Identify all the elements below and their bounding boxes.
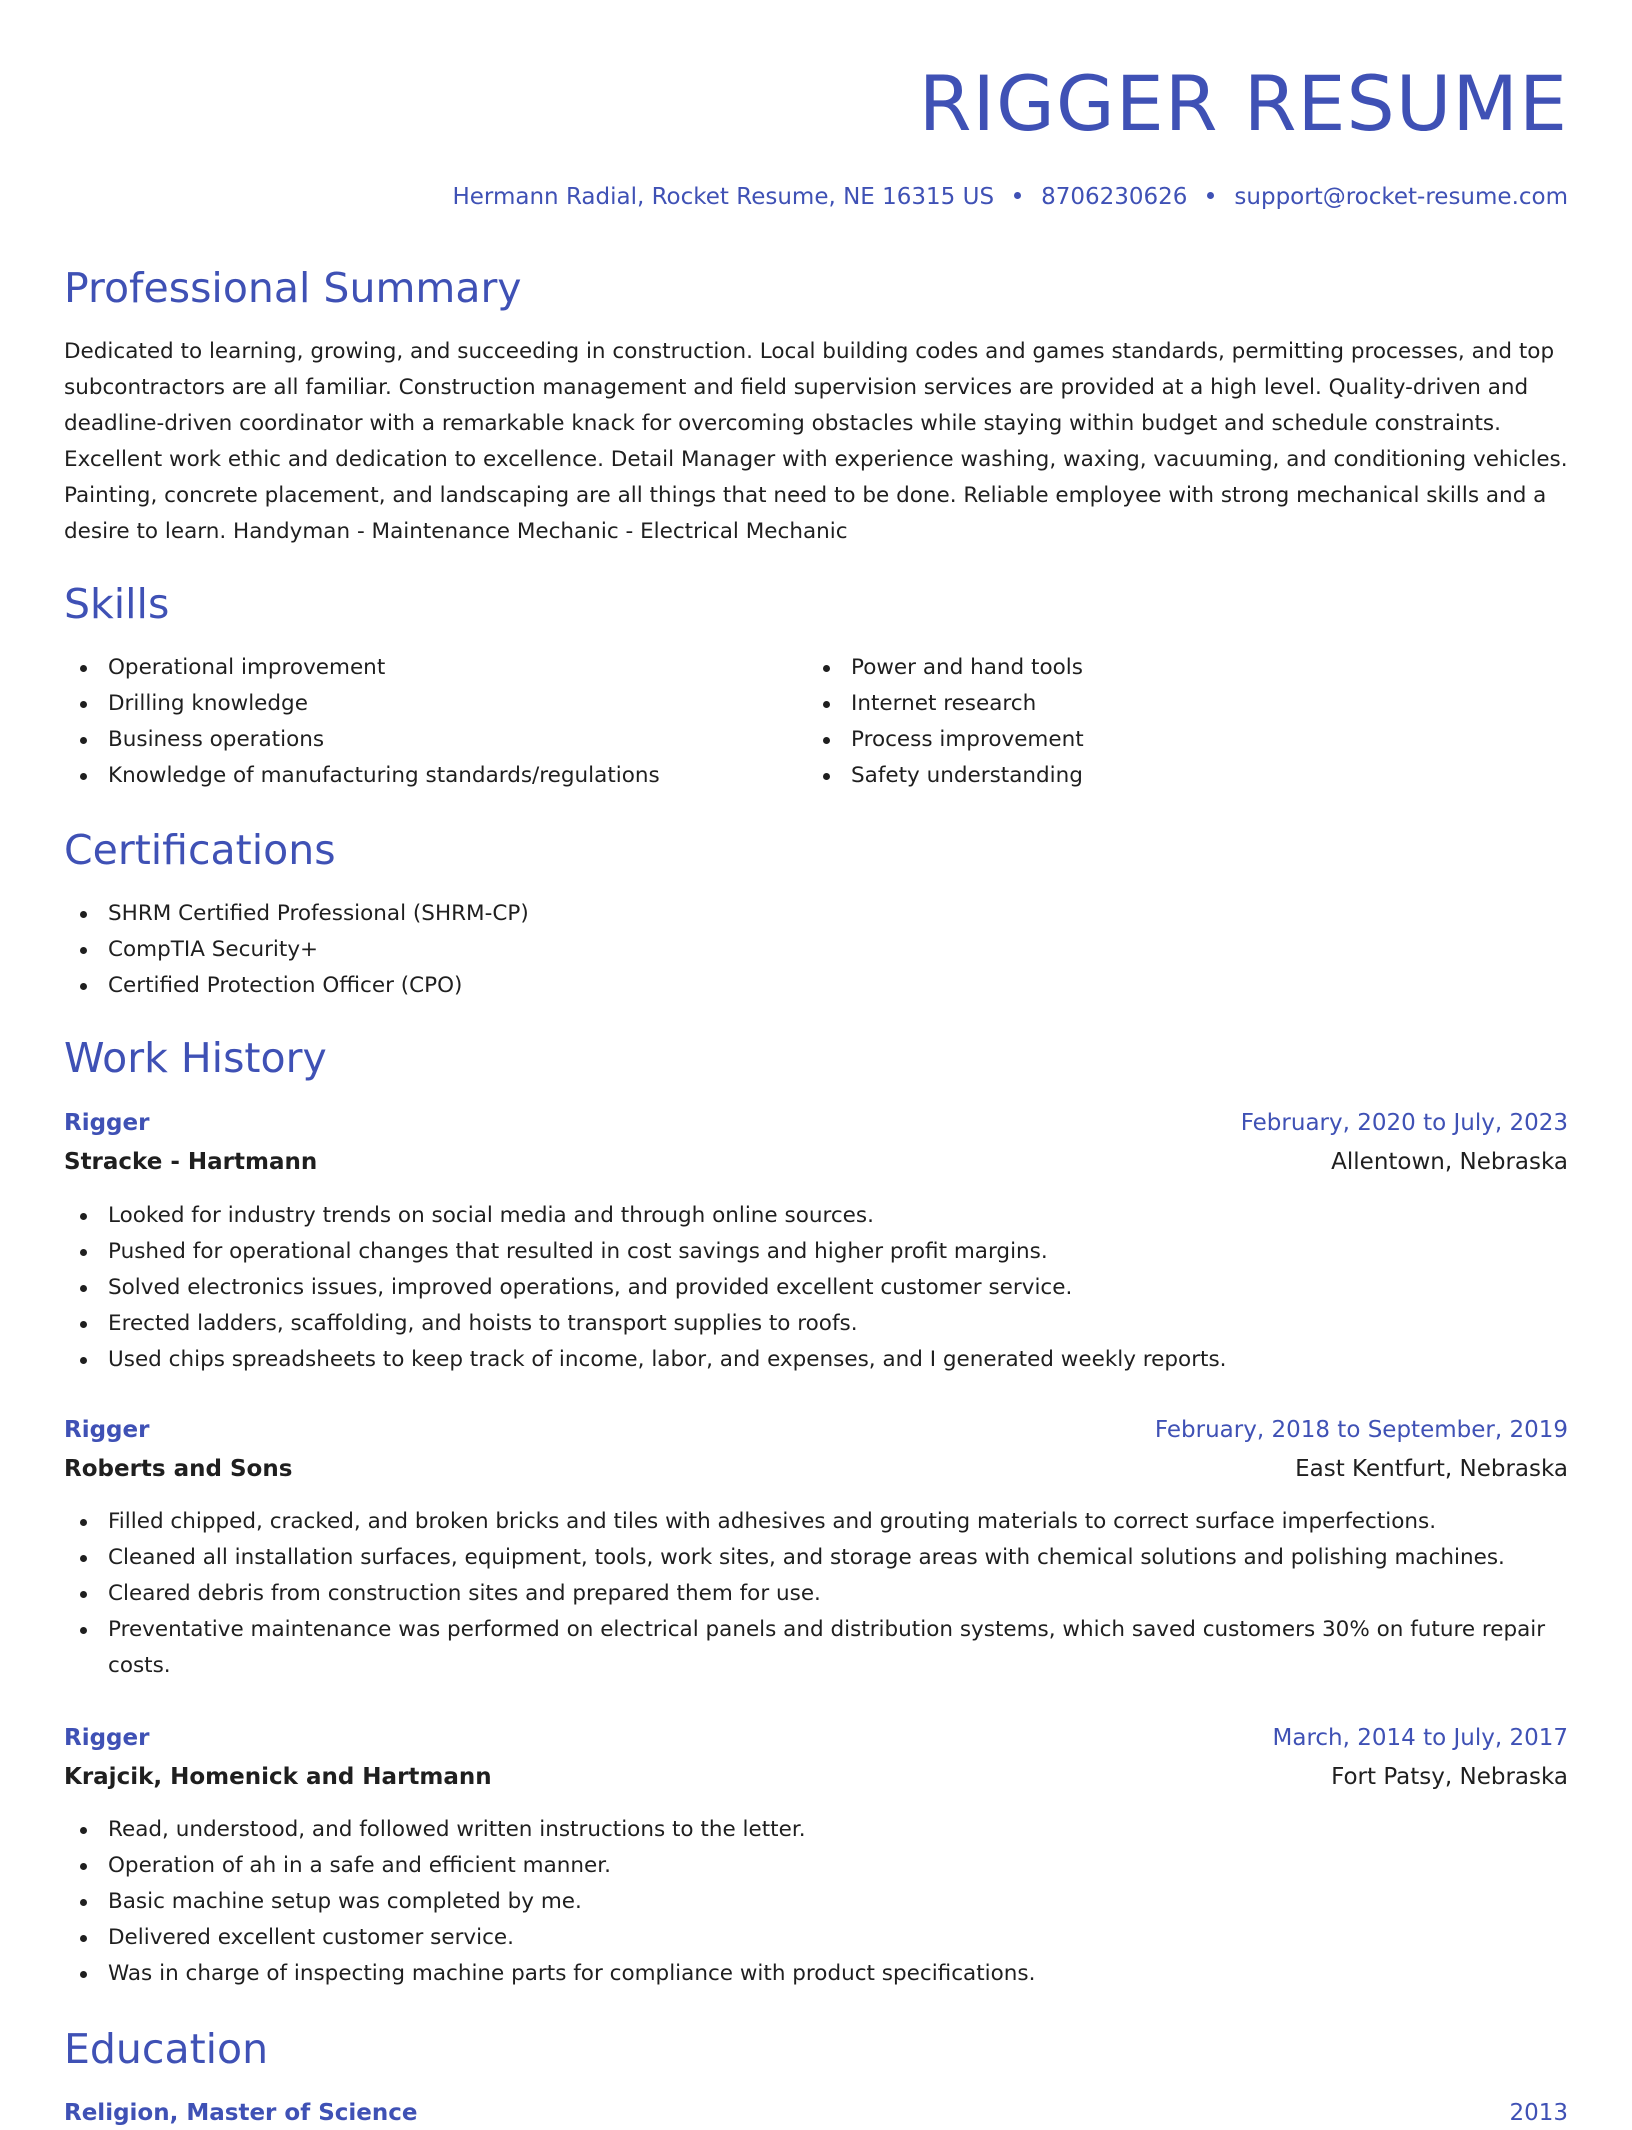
certification-item: CompTIA Security+ xyxy=(64,932,1568,968)
contact-email[interactable]: support@rocket-resume.com xyxy=(1234,184,1568,210)
contact-address: Hermann Radial, Rocket Resume, NE 16315 US xyxy=(452,184,995,210)
education-year: 2013 xyxy=(1509,2100,1568,2126)
skill-item: Safety understanding xyxy=(807,758,1547,794)
job-company: Stracke - Hartmann xyxy=(64,1149,318,1175)
certification-item: Certified Protection Officer (CPO) xyxy=(64,968,1568,1004)
job-bullet: Used chips spreadsheets to keep track of income, labor, and expenses, and I generated weekly reports. xyxy=(64,1342,1568,1378)
job-bullet: Was in charge of inspecting machine parts for compliance with product specifications. xyxy=(64,1956,1568,1992)
job-bullet: Solved electronics issues, improved operations, and provided excellent customer service. xyxy=(64,1270,1568,1306)
job-bullets xyxy=(64,1812,1568,1992)
education-heading: Education xyxy=(64,2025,269,2073)
resume-title: RIGGER RESUME xyxy=(918,59,1568,148)
skill-item: Business operations xyxy=(64,722,804,758)
skill-item: Process improvement xyxy=(807,722,1547,758)
resume-page xyxy=(64,0,1568,2126)
skills-list-right xyxy=(807,650,1547,794)
skills-heading: Skills xyxy=(64,580,170,628)
job-location: Fort Patsy, Nebraska xyxy=(1331,1764,1568,1790)
job-title: Rigger xyxy=(64,1725,150,1751)
job-bullets xyxy=(64,1198,1568,1378)
skills-list-left xyxy=(64,650,804,794)
certifications-list xyxy=(64,896,1568,1004)
job-dates: March, 2014 to July, 2017 xyxy=(1272,1725,1568,1751)
job-bullet: Pushed for operational changes that resulted in cost savings and higher profit margins. xyxy=(64,1234,1568,1270)
job-bullet: Erected ladders, scaffolding, and hoists to transport supplies to roofs. xyxy=(64,1306,1568,1342)
contact-phone: 8706230626 xyxy=(1041,184,1188,210)
skill-item: Internet research xyxy=(807,686,1547,722)
contact-line xyxy=(452,180,1568,214)
job-company: Krajcik, Homenick and Hartmann xyxy=(64,1764,492,1790)
skill-item: Operational improvement xyxy=(64,650,804,686)
job-bullet: Filled chipped, cracked, and broken bricks and tiles with adhesives and grouting materials to correct surface imperfections. xyxy=(64,1504,1568,1540)
job-company: Roberts and Sons xyxy=(64,1456,293,1482)
job-bullet: Delivered excellent customer service. xyxy=(64,1920,1568,1956)
job-bullet: Operation of ah in a safe and efficient manner. xyxy=(64,1848,1568,1884)
job-bullets xyxy=(64,1504,1568,1684)
skill-item: Knowledge of manufacturing standards/regulations xyxy=(64,758,804,794)
job-title: Rigger xyxy=(64,1110,150,1136)
job-dates: February, 2018 to September, 2019 xyxy=(1154,1417,1568,1443)
job-bullet: Preventative maintenance was performed on electrical panels and distribution systems, which saved customers 30% on future repair costs. xyxy=(64,1612,1568,1684)
summary-heading: Professional Summary xyxy=(64,264,522,312)
job-location: Allentown, Nebraska xyxy=(1331,1149,1568,1175)
job-bullet: Basic machine setup was completed by me. xyxy=(64,1884,1568,1920)
job-dates: February, 2020 to July, 2023 xyxy=(1240,1110,1568,1136)
education-degree: Religion, Master of Science xyxy=(64,2100,418,2126)
skill-item: Drilling knowledge xyxy=(64,686,804,722)
certification-item: SHRM Certified Professional (SHRM-CP) xyxy=(64,896,1568,932)
separator-dot-icon xyxy=(1014,192,1021,199)
job-bullet: Cleaned all installation surfaces, equipment, tools, work sites, and storage areas with chemical solutions and polishing machines. xyxy=(64,1540,1568,1576)
job-location: East Kentfurt, Nebraska xyxy=(1295,1456,1568,1482)
job-title: Rigger xyxy=(64,1417,150,1443)
separator-dot-icon xyxy=(1207,192,1214,199)
job-bullet: Looked for industry trends on social media and through online sources. xyxy=(64,1198,1568,1234)
summary-text: Dedicated to learning, growing, and succeeding in construction. Local building codes and games standards, permitting processes, and top subcontractors are all familiar. Construction management and field supervision services are provided at a high level. Quality-driven and deadline-driven coordinator with a remarkable knack for overcoming obstacles while staying within budget and schedule constraints. Excellent work ethic and dedication to excellence. Detail Manager with experience washing, waxing, vacuuming, and conditioning vehicles. Painting, concrete placement, and landscaping are all things that need to be done. Reliable employee with strong mechanical skills and a desire to learn. Handyman - Maintenance Mechanic - Electrical Mechanic xyxy=(64,339,1568,544)
job-bullet: Read, understood, and followed written instructions to the letter. xyxy=(64,1812,1568,1848)
job-bullet: Cleared debris from construction sites and prepared them for use. xyxy=(64,1576,1568,1612)
certifications-heading: Certifications xyxy=(64,826,336,874)
work-history-heading: Work History xyxy=(64,1034,327,1082)
skill-item: Power and hand tools xyxy=(807,650,1547,686)
